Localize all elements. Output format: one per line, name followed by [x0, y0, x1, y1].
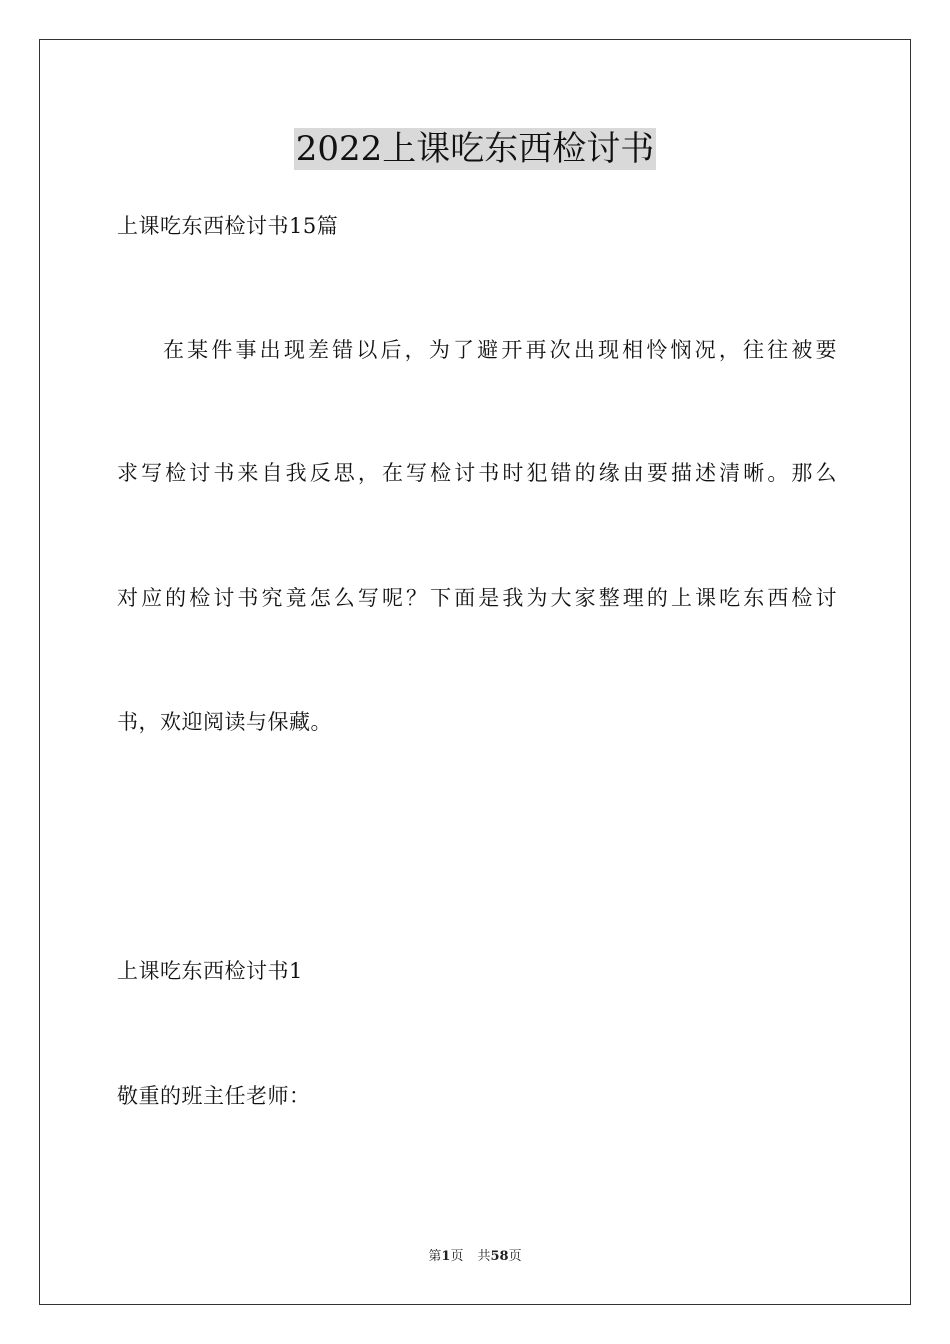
footer-total-pages: 58: [490, 1249, 509, 1264]
footer-total-prefix: 共: [477, 1249, 491, 1264]
section-heading: 上课吃东西检讨书1: [117, 959, 303, 983]
footer-page-prefix: 第: [428, 1249, 442, 1264]
salutation: 敬重的班主任老师：: [117, 1084, 311, 1108]
footer-page-number: 1: [441, 1249, 451, 1264]
intro-paragraph-line: 书，欢迎阅读与保藏。: [117, 710, 332, 734]
intro-paragraph-line: 求写检讨书来自我反思，在写检讨书时犯错的缘由要描述清晰。那么: [117, 461, 837, 485]
title-container: [0, 128, 950, 170]
intro-paragraph-line: 在某件事出现差错以后，为了避开再次出现相怜悯况，往往被要: [163, 338, 837, 362]
document-title: 2022上课吃东西检讨书: [295, 129, 655, 169]
intro-paragraph-line: 对应的检讨书究竟怎么写呢？下面是我为大家整理的上课吃东西检讨: [117, 586, 837, 610]
footer-total-suffix: 页: [508, 1249, 522, 1264]
document-subtitle: 上课吃东西检讨书15篇: [117, 214, 339, 238]
page-footer: [0, 1248, 950, 1266]
footer-page-suffix: 页: [450, 1249, 464, 1264]
